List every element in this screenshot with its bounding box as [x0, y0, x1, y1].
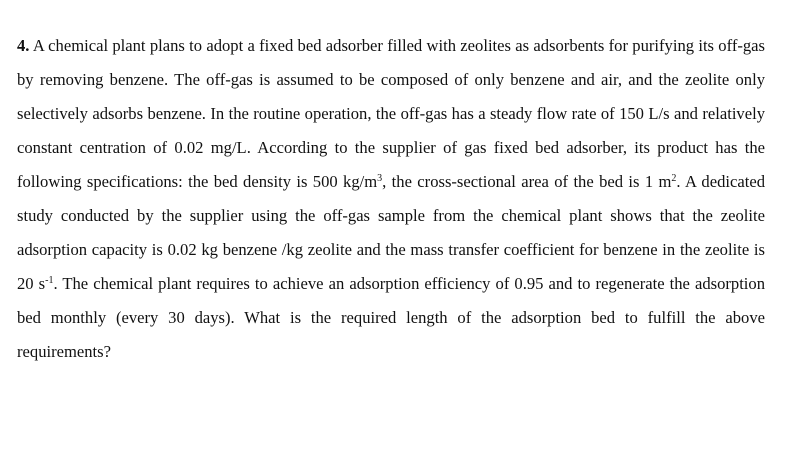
- superscript-squared: 2: [671, 173, 677, 184]
- problem-segment-3: . A dedicated study conducted by the supplier using the off-gas sample from the chemical plant shows that the zeolite adsorption capacity is 0.02 kg benzene /kg zeolite and the mass transfer coefficient for benzene in the zeolite is 20 s: [17, 172, 766, 293]
- problem-number: 4.: [17, 36, 30, 55]
- problem-segment-4: . The chemical plant requires to achieve an adsorption efficiency of 0.95 and to regenerate the adsorption bed monthly (every 30 days). What is the required length of the adsorption bed to fulfill the above requirements?: [17, 274, 766, 361]
- problem-text: [17, 29, 765, 369]
- superscript-cubed: 3: [377, 173, 383, 184]
- problem-segment-1: A chemical plant plans to adopt a fixed bed adsorber filled with zeolites as adsorbents for purifying its off-gas by removing benzene. The off-gas is assumed to be composed of only benzene and air, and the zeolite only selectively adsorbs benzene. In the routine operation, the off-gas has a steady flow rate of 150 L/s and relatively constant centration of 0.02 mg/L. According to the supplier of gas fixed bed adsorber, its product has the following specifications: the bed density is 500 kg/m: [17, 36, 765, 191]
- problem-segment-2: , the cross-sectional area of the bed is 1 m: [382, 172, 672, 191]
- superscript-inverse: -1: [45, 275, 54, 286]
